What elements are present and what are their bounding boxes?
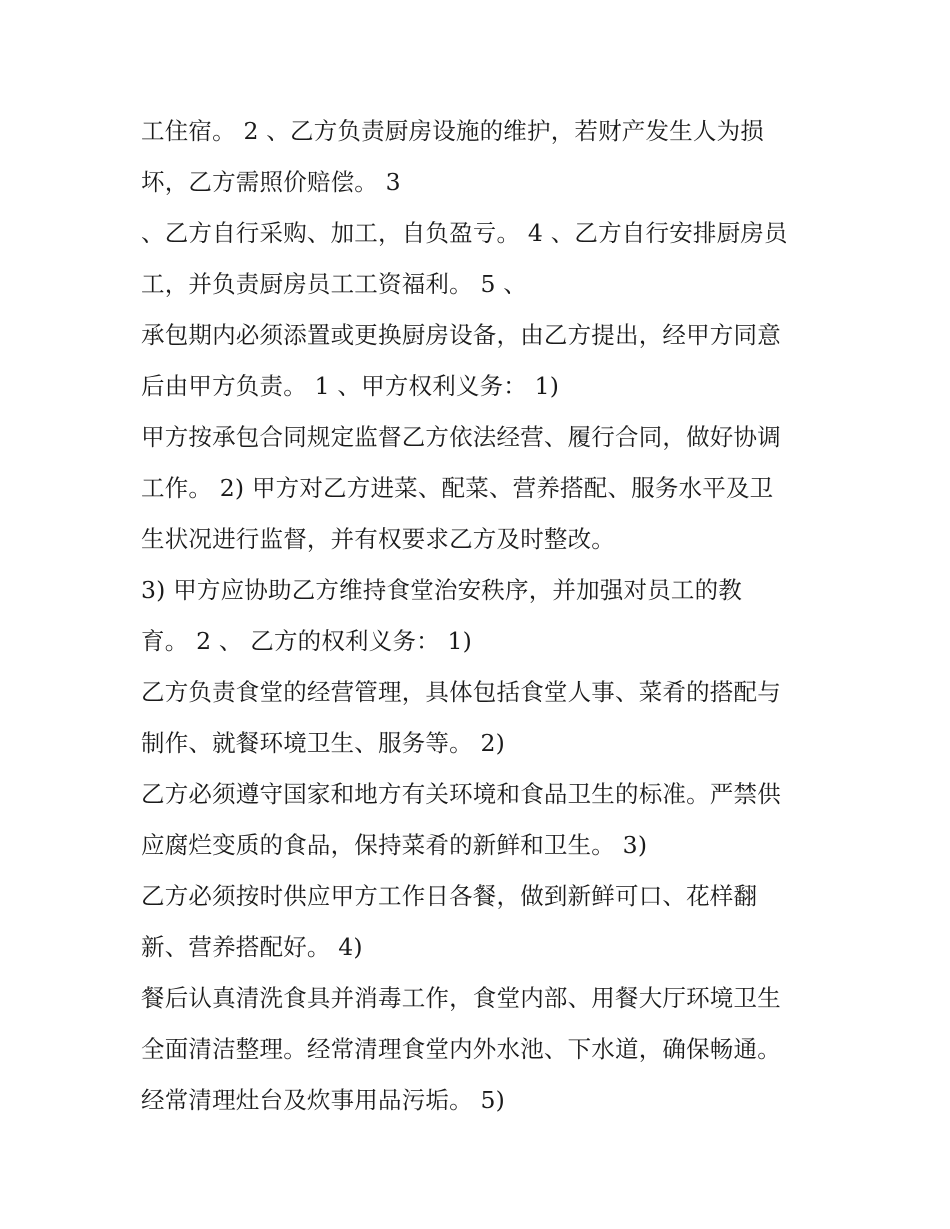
text-line-11: 育。 2 、 乙方的权利义务： 1): [141, 627, 473, 655]
text-line-2: 坏，乙方需照价赔偿。 3: [141, 168, 401, 196]
text-line-7: 甲方按承包合同规定监督乙方依法经营、履行合同，做好协调: [141, 423, 781, 451]
text-line-9: 生状况进行监督，并有权要求乙方及时整改。: [141, 525, 615, 553]
text-line-18: 餐后认真清洗食具并消毒工作，食堂内部、用餐大厅环境卫生: [141, 984, 781, 1012]
text-line-5: 承包期内必须添置或更换厨房设备，由乙方提出，经甲方同意: [141, 321, 781, 349]
text-line-19: 全面清洁整理。经常清理食堂内外水池、下水道，确保畅通。: [141, 1035, 781, 1063]
text-line-20: 经常清理灶台及炊事用品污垢。 5): [141, 1086, 505, 1114]
text-line-8: 工作。 2) 甲方对乙方进菜、配菜、营养搭配、服务水平及卫: [141, 474, 774, 502]
text-line-3: 、乙方自行采购、加工，自负盈亏。 4 、乙方自行安排厨房员: [141, 219, 788, 247]
text-line-17: 新、营养搭配好。 4): [141, 933, 363, 961]
text-line-1: 工住宿。 2 、乙方负责厨房设施的维护，若财产发生人为损: [141, 117, 764, 145]
text-line-14: 乙方必须遵守国家和地方有关环境和食品卫生的标准。严禁供: [141, 780, 781, 808]
text-line-4: 工，并负责厨房员工工资福利。 5 、: [141, 270, 527, 298]
text-line-13: 制作、就餐环境卫生、服务等。 2): [141, 729, 505, 757]
text-line-10: 3) 甲方应协助乙方维持食堂治安秩序，并加强对员工的教: [141, 576, 742, 604]
text-line-6: 后由甲方负责。 1 、甲方权利义务： 1): [141, 372, 560, 400]
document-body: [141, 106, 841, 1126]
text-line-16: 乙方必须按时供应甲方工作日各餐，做到新鲜可口、花样翻: [141, 882, 758, 910]
text-line-15: 应腐烂变质的食品，保持菜肴的新鲜和卫生。 3): [141, 831, 648, 859]
text-line-12: 乙方负责食堂的经营管理，具体包括食堂人事、菜肴的搭配与: [141, 678, 781, 706]
